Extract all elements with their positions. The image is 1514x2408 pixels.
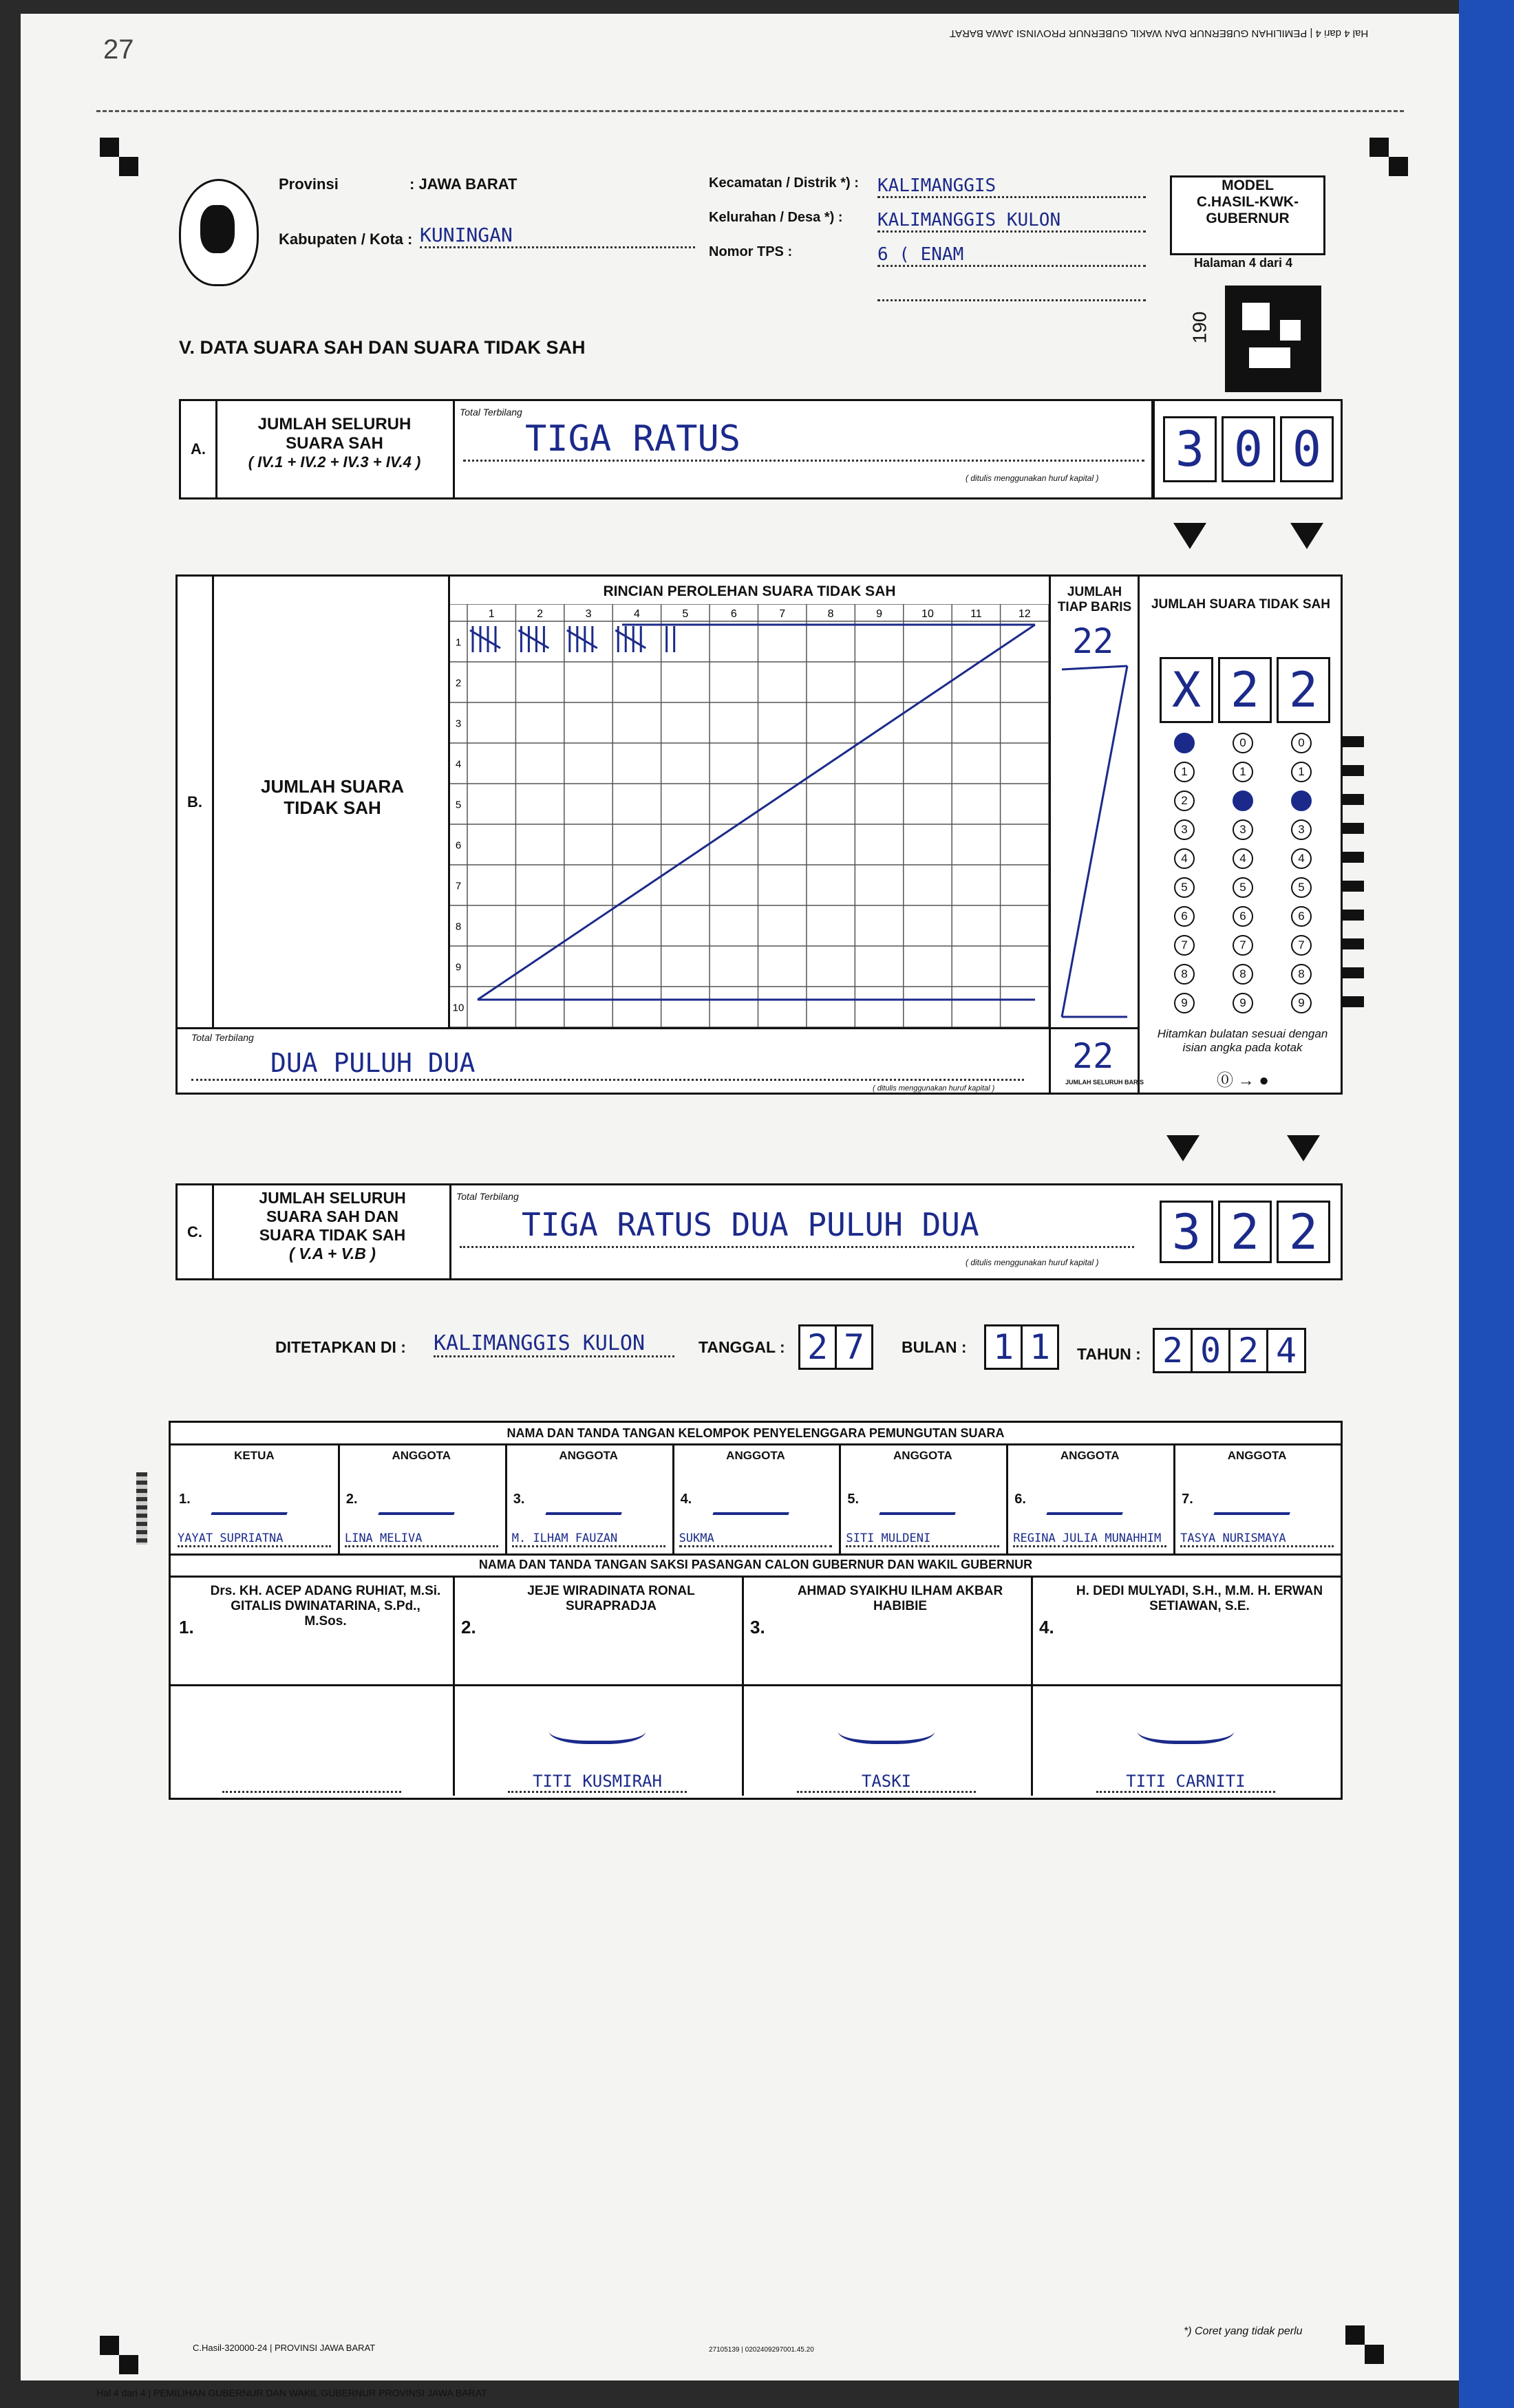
grid-column-label: 6 (730, 608, 737, 620)
saksi-number: 1. (179, 1617, 194, 1637)
bulan-label: BULAN : (902, 1338, 967, 1356)
section-b-title-2: TIDAK SAH (284, 797, 381, 818)
section-b-box (175, 574, 1343, 1095)
kpps-number: 2. (345, 1492, 358, 1507)
grid-column-label: 9 (876, 608, 882, 620)
section-b-digit: 2 (1277, 657, 1330, 723)
bubble-option[interactable]: 1 (1174, 762, 1195, 782)
saksi-candidates: AHMAD SYAIKHU ILHAM AKBAR HABIBIE (797, 1584, 1003, 1613)
grid-column-label: 1 (488, 608, 495, 620)
timing-mark (1341, 852, 1364, 863)
kpps-role: ANGGOTA (392, 1449, 451, 1462)
saksi-witness-name: TASKI (797, 1772, 976, 1793)
bubble-option[interactable]: 1 (1291, 762, 1312, 782)
section-c-digit: 3 (1160, 1201, 1213, 1263)
bulan-digit: 1 (984, 1324, 1023, 1370)
bubble-option[interactable]: 5 (1174, 877, 1195, 898)
section-a-box (179, 399, 1153, 499)
arrow-down-icon (1287, 1135, 1320, 1161)
section-b-terbilang-value: DUA PULUH DUA (270, 1048, 476, 1078)
kpps-number: 7. (1182, 1492, 1193, 1507)
kpps-role: ANGGOTA (1227, 1449, 1287, 1462)
kpps-name: SUKMA (679, 1531, 833, 1547)
bubble-option[interactable]: 0 (1233, 733, 1253, 753)
bubble-option[interactable]: 3 (1174, 819, 1195, 840)
timing-mark (1341, 765, 1364, 776)
section-c-title-1: JUMLAH SELURUH (259, 1189, 406, 1207)
model-line-1: MODEL (1222, 178, 1274, 193)
saksi-candidates: Drs. KH. ACEP ADANG RUHIAT, M.Si. GITALIS DWINATARINA, S.Pd., M.Sos. (210, 1584, 441, 1628)
kpps-role: KETUA (234, 1449, 275, 1462)
kecamatan-value: KALIMANGGIS (877, 175, 1146, 198)
grid-row-label: 2 (455, 677, 462, 689)
saksi-witness-name (222, 1772, 401, 1793)
kpps-role: ANGGOTA (559, 1449, 618, 1462)
bubble-option[interactable]: 5 (1233, 877, 1253, 898)
grid-column-label: 10 (921, 608, 934, 620)
corner-marker (119, 2355, 138, 2374)
saksi-signature-cell (453, 1576, 744, 1796)
saksi-header: NAMA DAN TANDA TANGAN SAKSI PASANGAN CALON GUBERNUR DAN WAKIL GUBERNUR (478, 1558, 1033, 1571)
page-indicator: Halaman 4 dari 4 (1194, 256, 1293, 270)
bubble-option[interactable]: 3 (1291, 819, 1312, 840)
background-blue-edge (1459, 0, 1514, 2408)
section-a-title (217, 415, 451, 471)
saksi-number: 2. (461, 1617, 476, 1637)
section-a-digit: 3 (1163, 416, 1217, 482)
kpps-number: 3. (513, 1492, 525, 1507)
bubble-example: ⓪ → ● (1217, 1071, 1269, 1090)
tahun-digit: 2 (1228, 1328, 1268, 1373)
kpps-signature-cell (505, 1443, 674, 1554)
bubble-option[interactable]: 6 (1233, 906, 1253, 927)
bubble-option[interactable]: 5 (1291, 877, 1312, 898)
row-total-strike (1052, 659, 1138, 1031)
signature-stroke (1213, 1471, 1305, 1515)
model-line-2: C.HASIL-KWK- (1196, 194, 1299, 210)
corner-marker (1365, 2345, 1384, 2364)
tps-label: Nomor TPS : (709, 244, 793, 259)
section-b-digit: X (1160, 657, 1213, 723)
grid-row-label: 9 (455, 961, 462, 974)
bubble-option[interactable]: 3 (1233, 819, 1253, 840)
kpps-name: TASYA NURISMAYA (1180, 1531, 1334, 1547)
kpps-signature-cell (171, 1443, 340, 1554)
corner-marker (100, 138, 119, 157)
row-1-total: 22 (1072, 621, 1114, 661)
footer-note: *) Coret yang tidak perlu (1184, 2325, 1303, 2337)
tahun-digit: 2 (1153, 1328, 1193, 1373)
footer-left: C.Hasil-320000-24 | PROVINSI JAWA BARAT (193, 2343, 376, 2353)
arrow-down-icon (1290, 523, 1323, 549)
bubble-option[interactable]: 7 (1291, 935, 1312, 956)
kecamatan-label: Kecamatan / Distrik *) : (709, 175, 859, 191)
corner-marker (1345, 2325, 1365, 2345)
bubble-instruction: Hitamkan bulatan sesuai dengan isian angka pada kotak (1157, 1027, 1328, 1054)
kpps-role: ANGGOTA (893, 1449, 952, 1462)
section-b-letter: B. (178, 577, 214, 1027)
signature-table (169, 1421, 1343, 1800)
kpps-name: YAYAT SUPRIATNA (178, 1531, 331, 1547)
bubble-option[interactable]: 8 (1291, 964, 1312, 985)
kabupaten-label: Kabupaten / Kota : (279, 230, 413, 248)
grid-row-label: 10 (452, 1002, 465, 1014)
bubble-option[interactable]: 0 (1291, 733, 1312, 753)
grid-column-label: 11 (970, 608, 982, 620)
timing-mark (1341, 881, 1364, 892)
section-a-digit: 0 (1280, 416, 1334, 482)
side-barcode (136, 1472, 147, 1545)
grid-column-label: 3 (585, 608, 592, 620)
section-c-title-3: SUARA TIDAK SAH (259, 1226, 406, 1244)
section-b-title-1: JUMLAH SUARA (261, 776, 404, 797)
bubble-option[interactable]: 7 (1174, 935, 1195, 956)
corner-marker (100, 2336, 119, 2355)
section-b-digit: 2 (1218, 657, 1272, 723)
bubble-option[interactable]: 9 (1233, 993, 1253, 1013)
signature-stroke (545, 1471, 637, 1515)
section-a-terbilang-label: Total Terbilang (460, 407, 522, 418)
saksi-number: 4. (1039, 1617, 1054, 1637)
qr-code (1225, 286, 1321, 392)
section-c-letter: C. (178, 1185, 214, 1278)
grid-row-label: 7 (455, 880, 462, 892)
grand-row-total: 22 (1072, 1036, 1114, 1076)
timing-mark (1341, 910, 1364, 921)
section-a-letter: A. (181, 401, 217, 497)
jumlah-tiap-baris-header: JUMLAH TIAP BARIS (1057, 585, 1132, 614)
saksi-witness-name: TITI CARNITI (1096, 1772, 1275, 1793)
tanggal-label: TANGGAL : (699, 1338, 785, 1356)
section-c-title (215, 1189, 449, 1263)
section-a-terbilang-value: TIGA RATUS (525, 418, 741, 460)
section-b-note: ( ditulis menggunakan huruf kapital ) (873, 1084, 995, 1093)
bubble-option[interactable] (1291, 791, 1312, 811)
signature-stroke (378, 1471, 469, 1515)
timing-mark (1341, 736, 1364, 747)
bubble-option[interactable]: 4 (1233, 848, 1253, 869)
kpps-number: 5. (847, 1492, 860, 1507)
kpps-header: NAMA DAN TANDA TANGAN KELOMPOK PENYELENGGARA PEMUNGUTAN SUARA (507, 1426, 1005, 1440)
grid-column-label: 5 (682, 608, 689, 620)
kelurahan-label: Kelurahan / Desa *) : (709, 210, 843, 225)
bubble-option[interactable]: 9 (1291, 993, 1312, 1013)
kpps-number: 6. (1014, 1492, 1026, 1507)
bubble-option[interactable]: 8 (1174, 964, 1195, 985)
kpps-signature-cell (839, 1443, 1008, 1554)
tanggal-digit: 2 (798, 1324, 837, 1370)
arrow-down-icon (1166, 1135, 1200, 1161)
bubble-option[interactable]: 6 (1291, 906, 1312, 927)
header-rotated-text: Hal 4 dari 4 | PEMILIHAN GUBERNUR DAN WAKIL GUBERNUR PROVINSI JAWA BARAT (950, 28, 1369, 39)
bubble-option[interactable]: 8 (1233, 964, 1253, 985)
section-a-digit: 0 (1222, 416, 1275, 482)
grid-row-label: 6 (455, 839, 462, 852)
section-b-title (215, 776, 449, 819)
corner-marker (1389, 157, 1408, 176)
footer-code: 27105139 | 0202409297001.45.20 (709, 2346, 814, 2354)
section-a-title-1: JUMLAH SELURUH (257, 415, 412, 433)
section-c-formula: ( V.A + V.B ) (289, 1245, 376, 1262)
top-dashed-line (96, 110, 1404, 112)
signature-stroke (211, 1471, 302, 1515)
kpps-name: REGINA JULIA MUNAHHIM (1013, 1531, 1166, 1547)
qr-side-number: 190 (1188, 311, 1211, 344)
timing-mark (1341, 794, 1364, 805)
section-c-digit: 2 (1218, 1201, 1272, 1263)
jumlah-seluruh-baris-label: JUMLAH SELURUH BARIS (1065, 1079, 1144, 1086)
kpps-name: M. ILHAM FAUZAN (512, 1531, 665, 1547)
ditetapkan-label: DITETAPKAN DI : (275, 1338, 406, 1356)
province-emblem (179, 179, 259, 286)
signature-stroke (549, 1713, 646, 1744)
saksi-number: 3. (750, 1617, 765, 1637)
signature-stroke (712, 1471, 804, 1515)
grid-row-label: 5 (455, 799, 462, 811)
arrow-down-icon (1173, 523, 1206, 549)
tahun-digit: 0 (1191, 1328, 1230, 1373)
bubble-option[interactable]: 2 (1174, 791, 1195, 811)
grid-column-label: 4 (634, 608, 640, 620)
tps-value: 6 ( ENAM (877, 244, 1146, 267)
saksi-witness-name: TITI KUSMIRAH (508, 1772, 687, 1793)
timing-mark (1341, 967, 1364, 978)
saksi-signature-cell (1031, 1576, 1341, 1796)
grid-row-label: 4 (455, 758, 462, 771)
tps-extra-line (877, 286, 1146, 301)
saksi-candidates: H. DEDI MULYADI, S.H., M.M. H. ERWAN SETIAWAN, S.E. (1076, 1584, 1323, 1613)
section-c-note: ( ditulis menggunakan huruf kapital ) (966, 1258, 1099, 1267)
anniversary-logo: 27 (103, 34, 134, 65)
rincian-grid (450, 604, 1049, 1027)
timing-mark (1341, 938, 1364, 949)
kpps-name: LINA MELIVA (345, 1531, 498, 1547)
kpps-signature-cell (1173, 1443, 1341, 1554)
bubble-option[interactable]: 7 (1233, 935, 1253, 956)
bubble-option[interactable] (1174, 733, 1195, 753)
bubble-option[interactable]: 6 (1174, 906, 1195, 927)
provinsi-label: Provinsi (279, 175, 339, 193)
form-paper (21, 14, 1459, 2398)
timing-mark (1341, 823, 1364, 834)
tanggal-digit: 7 (835, 1324, 873, 1370)
grid-column-label: 12 (1018, 608, 1031, 620)
corner-marker (1369, 138, 1389, 157)
grid-column-label: 7 (779, 608, 786, 620)
kpps-number: 4. (680, 1492, 692, 1507)
grid-row-label: 3 (455, 718, 462, 730)
kpps-signature-cell (1006, 1443, 1175, 1554)
grid-row-label: 8 (455, 921, 462, 933)
bubble-option[interactable]: 1 (1233, 762, 1253, 782)
kpps-name: SITI MULDENI (846, 1531, 999, 1547)
section-a-title-2: SUARA SAH (286, 434, 383, 453)
kpps-role: ANGGOTA (1060, 1449, 1120, 1462)
tahun-label: TAHUN : (1077, 1345, 1141, 1363)
saksi-signature-cell (171, 1576, 455, 1796)
section-b-terbilang-label: Total Terbilang (191, 1032, 254, 1043)
signature-stroke (1047, 1471, 1138, 1515)
tahun-digit: 4 (1266, 1328, 1306, 1373)
bulan-digit: 1 (1021, 1324, 1059, 1370)
model-box (1170, 175, 1325, 255)
corner-marker (119, 157, 138, 176)
saksi-signature-cell (742, 1576, 1033, 1796)
provinsi-value: : JAWA BARAT (409, 175, 518, 193)
ditetapkan-value: KALIMANGGIS KULON (434, 1331, 674, 1357)
saksi-candidates: JEJE WIRADINATA RONAL SURAPRADJA (527, 1584, 695, 1613)
section-c-terbilang-label: Total Terbilang (456, 1191, 519, 1202)
signature-stroke (838, 1713, 935, 1744)
bubble-option[interactable] (1233, 791, 1253, 811)
section-c-digit: 2 (1277, 1201, 1330, 1263)
footer-bottom: Hal 4 dari 4 | PEMILIHAN GUBERNUR DAN WAKIL GUBERNUR PROVINSI JAWA BARAT (96, 2387, 487, 2398)
kpps-signature-cell (672, 1443, 842, 1554)
model-line-3: GUBERNUR (1206, 211, 1290, 226)
jumlah-suara-tidak-sah-header: JUMLAH SUARA TIDAK SAH (1151, 597, 1331, 612)
bubble-option[interactable]: 4 (1174, 848, 1195, 869)
grid-column-label: 8 (827, 608, 834, 620)
kpps-number: 1. (179, 1492, 191, 1507)
bubble-option[interactable]: 9 (1174, 993, 1195, 1013)
bubble-option[interactable]: 4 (1291, 848, 1312, 869)
grid-row-label: 1 (455, 636, 462, 649)
rincian-header: RINCIAN PEROLEHAN SUARA TIDAK SAH (603, 583, 896, 599)
kpps-signature-cell (338, 1443, 507, 1554)
signature-stroke (879, 1471, 971, 1515)
kelurahan-value: KALIMANGGIS KULON (877, 210, 1146, 233)
section-title: V. DATA SUARA SAH DAN SUARA TIDAK SAH (179, 337, 586, 358)
section-a-formula: ( IV.1 + IV.2 + IV.3 + IV.4 ) (248, 453, 421, 471)
timing-mark (1341, 996, 1364, 1007)
signature-stroke (1138, 1713, 1234, 1744)
section-a-note: ( ditulis menggunakan huruf kapital ) (966, 473, 1099, 483)
section-c-terbilang-value: TIGA RATUS DUA PULUH DUA (522, 1206, 979, 1243)
kabupaten-value: KUNINGAN (420, 224, 695, 248)
grid-column-label: 2 (537, 608, 544, 620)
kpps-role: ANGGOTA (726, 1449, 785, 1462)
section-c-title-2: SUARA SAH DAN (266, 1207, 399, 1225)
